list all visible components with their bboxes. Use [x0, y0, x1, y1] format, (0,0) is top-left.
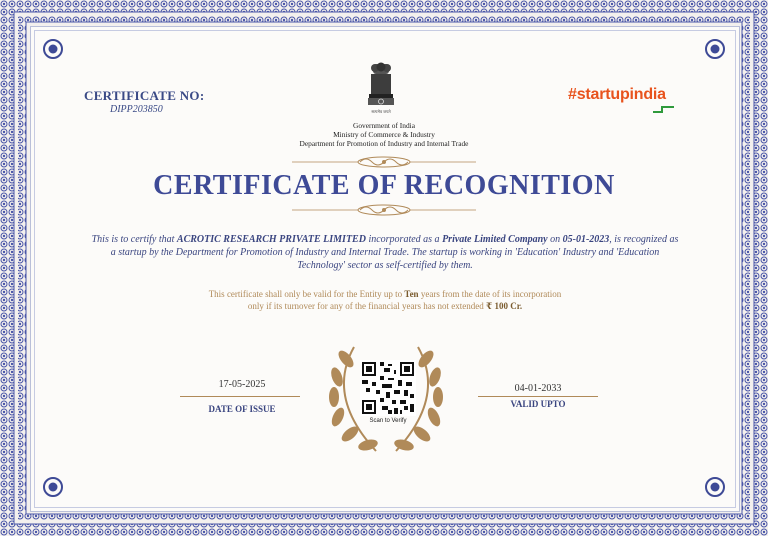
certification-statement: This is to certify that ACROTIC RESEARCH PRIVATE LIMITED incorporated as a Private Limited Company on 05-01-2023, is recognized as a startup by the Department for Promotion of Industry and Internal Trade. The startup is working in 'Education' Industry and 'Education Technology' sector as self-certified by them. — [91, 234, 679, 271]
company-name: ACROTIC RESEARCH PRIVATE LIMITED — [176, 234, 366, 245]
certificate-number: DIPP203850 — [110, 104, 163, 115]
issuer-line: Government of India — [353, 121, 415, 130]
validity-statement: This certificate shall only be valid for the Entity up to Ten years from the date of its incorporation only if its turnover for any of the financial years has not extended ₹ 100 Cr. — [208, 289, 562, 311]
qr-code-icon[interactable] — [360, 360, 416, 416]
issuer-line: Ministry of Commerce & Industry — [333, 130, 435, 139]
issue-date-label: DATE OF ISSUE — [208, 404, 276, 414]
issuer-line: Department for Promotion of Industry and Internal Trade — [299, 139, 469, 148]
turnover-limit: ₹ 100 Cr. — [486, 301, 523, 311]
issue-date: 17-05-2025 — [218, 379, 266, 390]
corner-ornament-icon — [704, 476, 726, 498]
corner-ornament-icon — [42, 38, 64, 60]
company-type: Private Limited Company — [442, 234, 548, 245]
startupindia-logo — [560, 80, 690, 114]
incorporation-date: 05-01-2023 — [562, 234, 610, 245]
logo-text: #startupindia — [568, 86, 666, 103]
certificate-title: CERTIFICATE OF RECOGNITION — [153, 170, 615, 201]
emblem-motto: सत्यमेव जयते — [371, 109, 391, 114]
valid-upto-label: VALID UPTO — [510, 399, 566, 409]
valid-upto-date: 04-01-2033 — [514, 383, 562, 394]
divider — [478, 396, 598, 397]
corner-ornament-icon — [704, 38, 726, 60]
scan-to-verify-label: Scan to Verify — [369, 418, 407, 424]
top-flourish-icon — [290, 154, 478, 170]
bottom-flourish-icon — [290, 202, 478, 218]
logo-underline-icon — [652, 104, 676, 114]
corner-ornament-icon — [42, 476, 64, 498]
divider — [180, 396, 300, 397]
spacer — [304, 66, 484, 70]
certificate-number-label: CERTIFICATE NO: — [84, 88, 205, 103]
validity-years: Ten — [404, 289, 419, 299]
